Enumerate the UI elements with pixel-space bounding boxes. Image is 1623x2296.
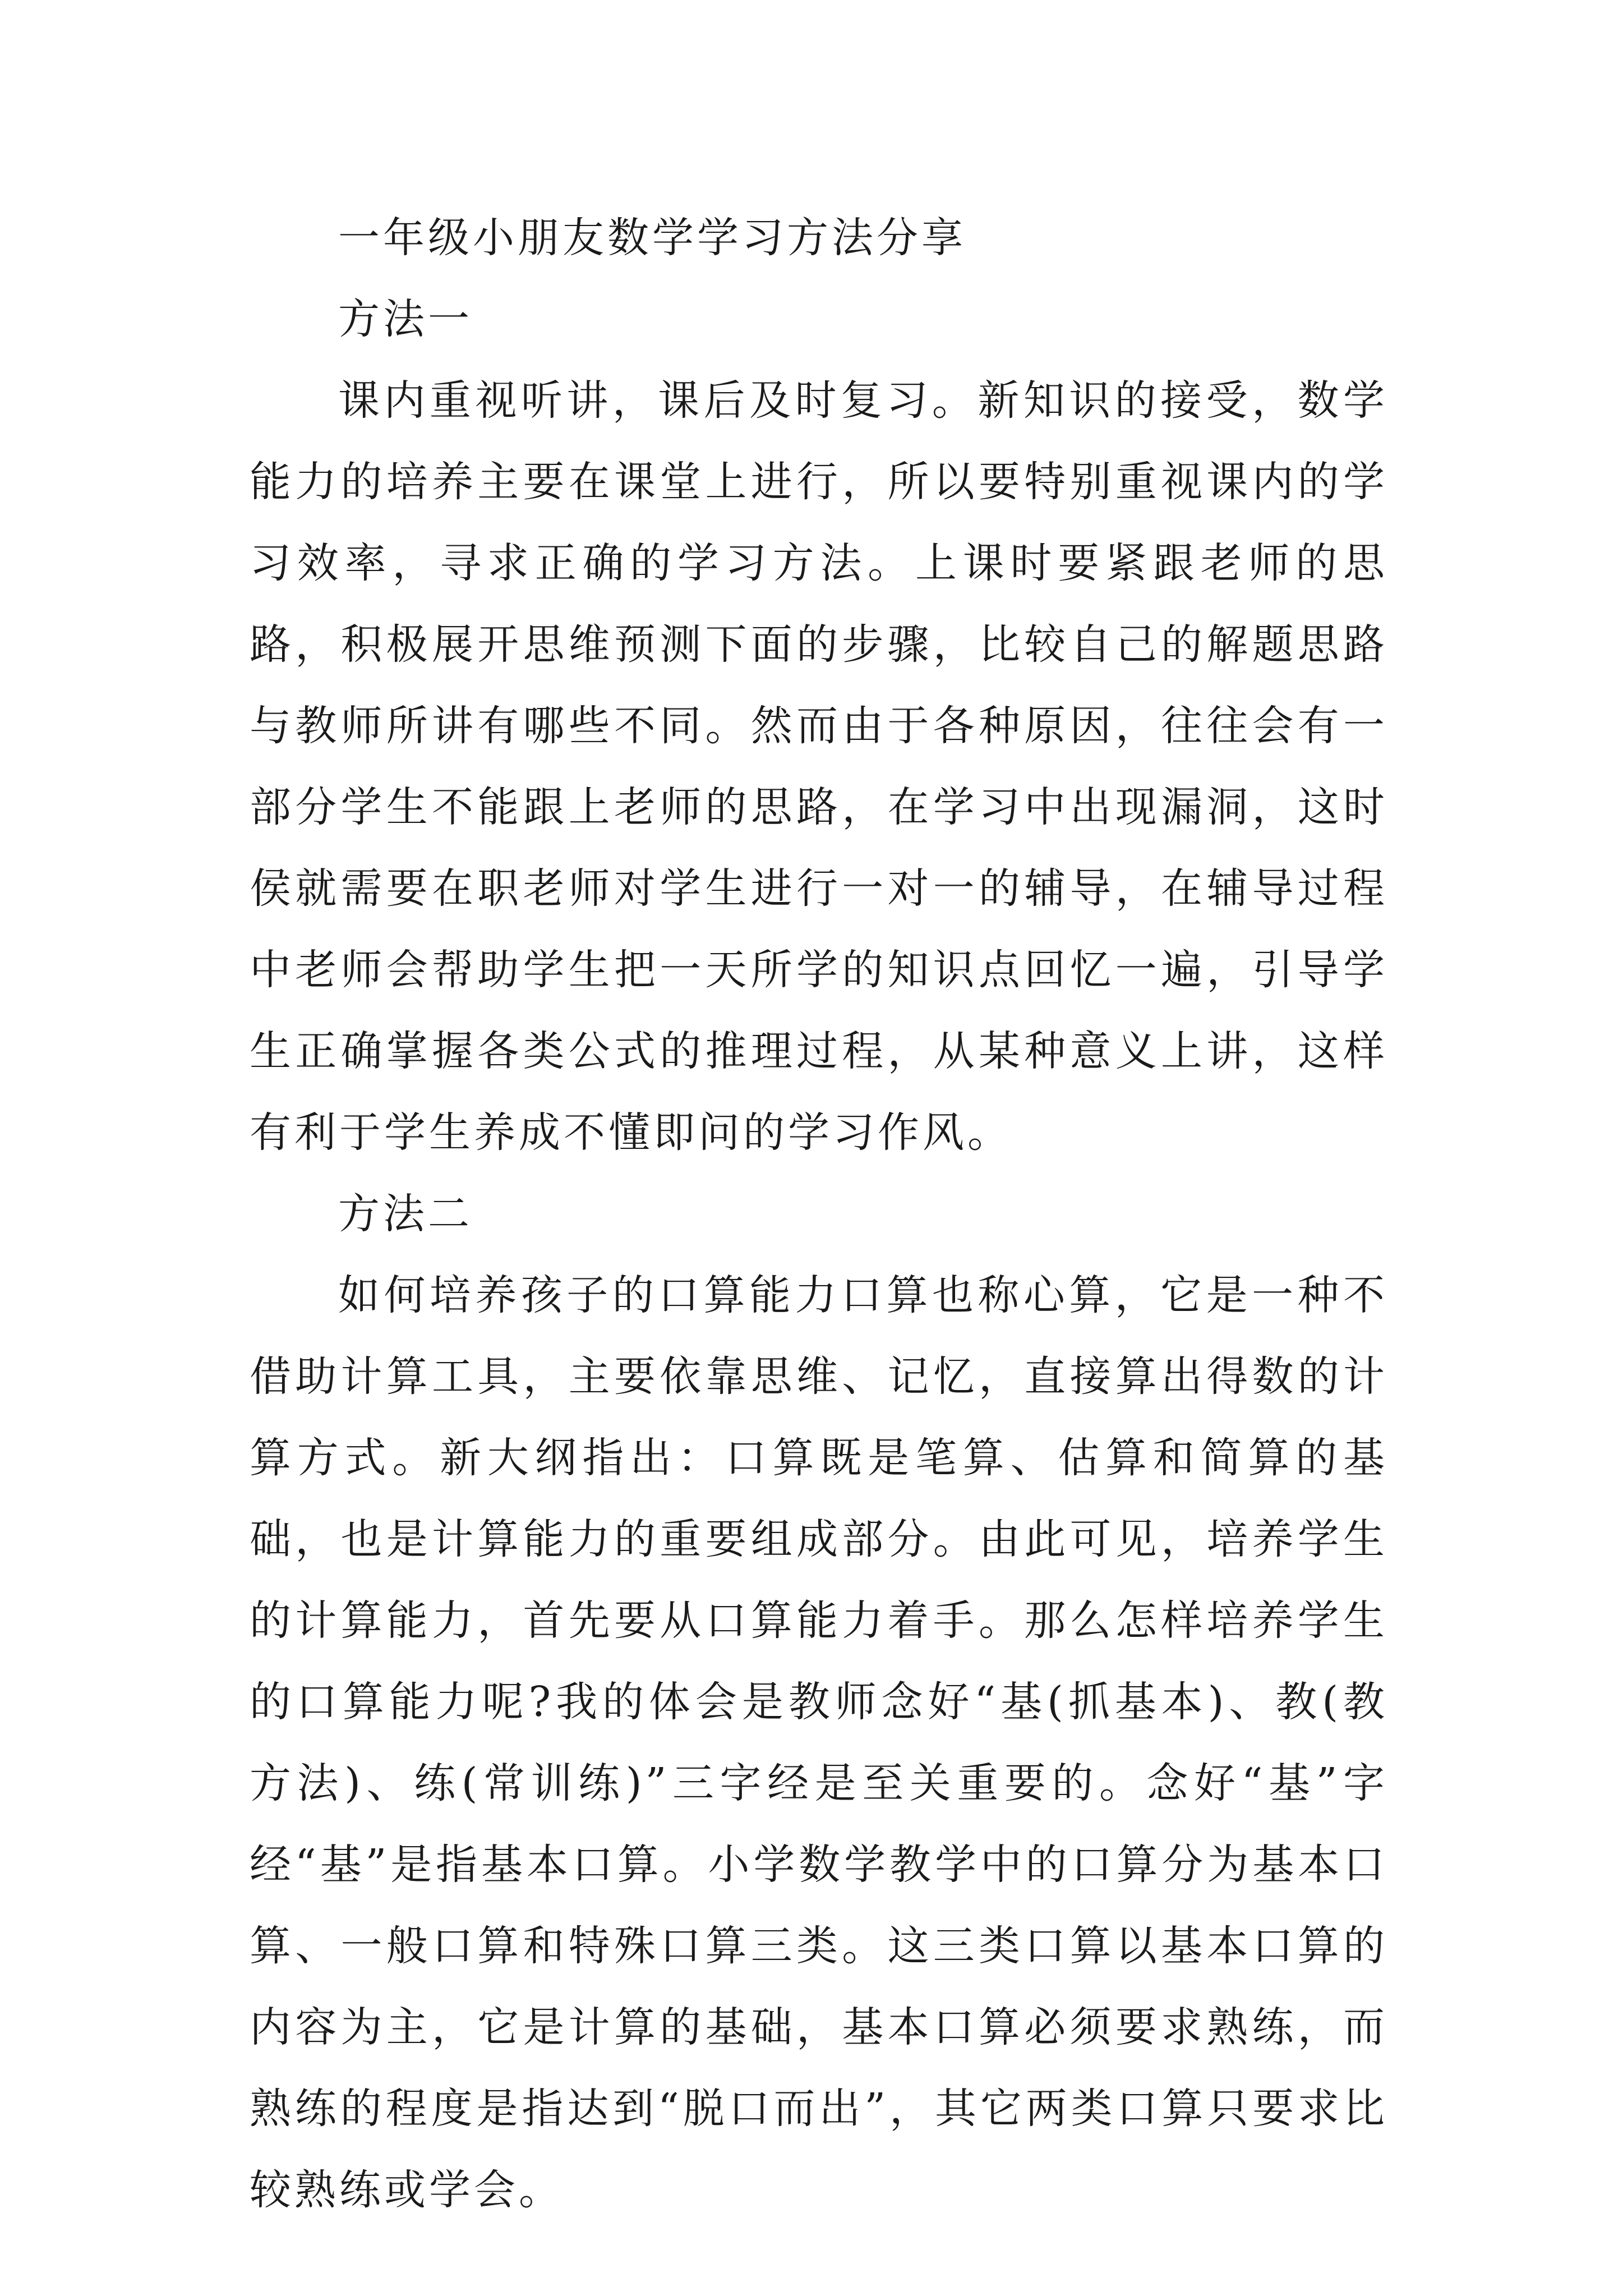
section-body-1: 课内重视听讲，课后及时复习。新知识的接受，数学能力的培养主要在课堂上进行，所以要特别重视课内的学习效率，寻求正确的学习方法。上课时要紧跟老师的思路，积极展开思维预测下面的步骤，比较自己的解题思路与教师所讲有哪些不同。然而由于各种原因，往往会有一部分学生不能跟上老师的思路，在学习中出现漏洞，这时侯就需要在职老师对学生进行一对一的辅导，在辅导过程中老师会帮助学生把一天所学的知识点回忆一遍，引导学生正确掌握各类公式的推理过程，从某种意义上讲，这样有利于学生养成不懂即问的学习作风。 <box>250 376 1388 1157</box>
section-body-2: 如何培养孩子的口算能力口算也称心算，它是一种不借助计算工具，主要依靠思维、记忆，直接算出得数的计算方式。新大纲指出：口算既是笔算、估算和简算的基础，也是计算能力的重要组成部分。由此可见，培养学生的计算能力，首先要从口算能力着手。那么怎样培养学生的口算能力呢?我的体会是教师念好“基(抓基本)、教(教方法)、练(常训练)”三字经是至关重要的。念好“基”字经“基”是指基本口算。小学数学教学中的口算分为基本口算、一般口算和特殊口算三类。这三类口算以基本口算的内容为主，它是计算的基础，基本口算必须要求熟练，而熟练的程度是指达到“脱口而出”，其它两类口算只要求比较熟练或学会。 <box>250 1271 1388 2214</box>
section-heading-1: 方法一 <box>338 295 473 343</box>
document-body <box>250 197 1388 2231</box>
section-heading-2: 方法二 <box>338 1190 473 1238</box>
document-title: 一年级小朋友数学学习方法分享 <box>338 214 966 262</box>
